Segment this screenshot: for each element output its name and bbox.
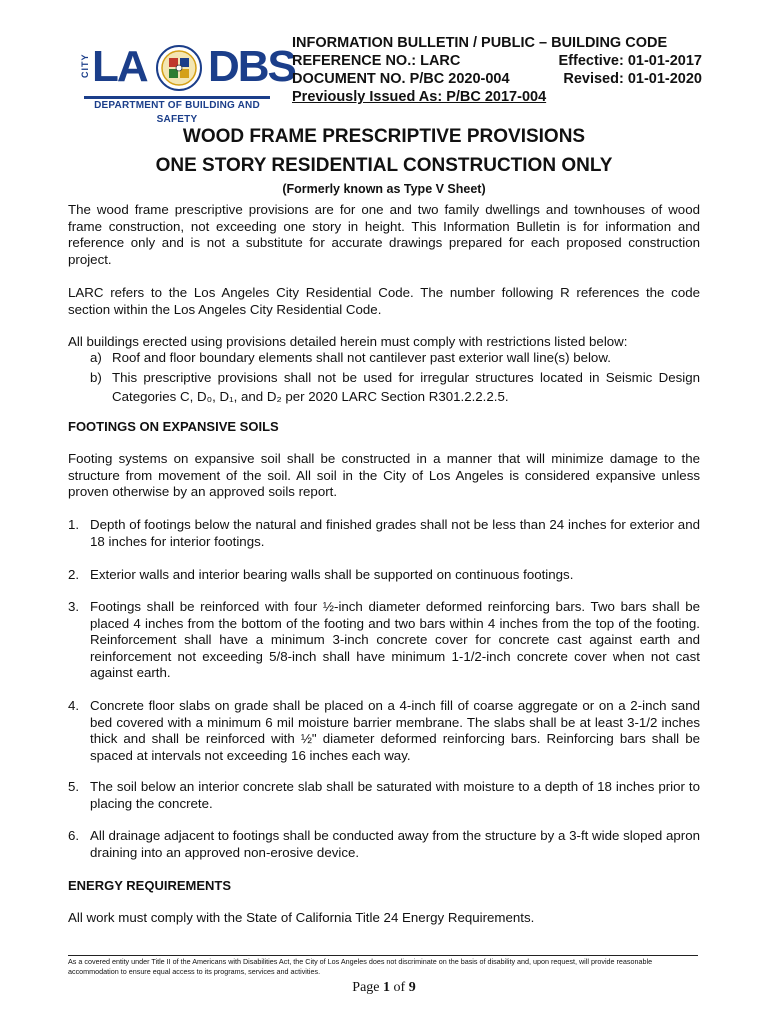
header-effective: Effective: 01-01-2017: [558, 53, 702, 69]
restriction-label: b): [90, 370, 102, 385]
logo-la-text: LA: [92, 42, 147, 91]
intro-paragraph-3: All buildings erected using provisions detailed herein must comply with restrictions listed below:: [68, 334, 628, 349]
page-subtitle: (Formerly known as Type V Sheet): [282, 182, 486, 196]
header-revised: Revised: 01-01-2020: [563, 71, 702, 87]
page-number: [0, 980, 768, 996]
logo-city-text: CITY: [80, 53, 90, 79]
footing-item-text: Footings shall be reinforced with four ½-inch diameter deformed reinforcing bars. Two bars shall be placed 4 inches from the bottom of the footing and two bars within 4 inches from the top of the footing. Reinforcement shall have a minimum 3-inch concrete cover for concrete cast against earth and reinforcement not exceeding 5/8-inch shall have minimum 1-1/2-inch concrete cover when not cast against earth.: [90, 599, 700, 680]
footing-item-text: The soil below an interior concrete slab shall be saturated with moisture to a depth of 18 inches prior to placing the concrete.: [90, 779, 700, 811]
energy-text: All work must comply with the State of California Title 24 Energy Requirements.: [68, 910, 535, 925]
page-title-line1: WOOD FRAME PRESCRIPTIVE PROVISIONS: [182, 126, 586, 147]
section-heading-energy: ENERGY REQUIREMENTS: [68, 878, 232, 893]
page-total: 9: [408, 980, 416, 995]
footing-item-number: 1.: [68, 517, 80, 532]
footing-item-number: 2.: [68, 567, 80, 582]
restriction-label: a): [90, 350, 102, 365]
header-document: DOCUMENT NO. P/BC 2020-004: [292, 71, 510, 87]
header-reference: REFERENCE NO.: LARC: [292, 53, 461, 69]
footing-item-number: 5.: [68, 779, 80, 794]
ladbs-logo: [80, 40, 295, 125]
restriction-text: This prescriptive provisions shall not be used for irregular structures located in Seismic Design Categories C, D₀, D₁, and D₂ per 2020 LARC Section R301.2.2.2.5.: [112, 370, 700, 404]
page-word: Page: [352, 980, 380, 995]
section-heading-footings: FOOTINGS ON EXPANSIVE SOILS: [68, 419, 279, 434]
restriction-text: Roof and floor boundary elements shall not cantilever past exterior wall line(s) below.: [112, 350, 611, 365]
intro-paragraph-1: The wood frame prescriptive provisions are for one and two family dwellings and townhouses of wood frame construction, not exceeding one story in height. This Information Bulletin is for information and reference only and is not a substitute for accurate drawings prepared for each proposed construction project.: [68, 202, 700, 267]
bulletin-header: [292, 34, 702, 106]
logo-dbs-text: DBS: [208, 42, 295, 91]
footing-item-number: 3.: [68, 599, 80, 614]
city-seal-icon: [154, 44, 204, 92]
page-current: 1: [383, 980, 391, 995]
page-title-line2: ONE STORY RESIDENTIAL CONSTRUCTION ONLY: [155, 155, 613, 176]
footing-item-number: 4.: [68, 698, 80, 713]
header-line1: INFORMATION BULLETIN / PUBLIC – BUILDING CODE: [292, 35, 668, 51]
intro-paragraph-2: LARC refers to the Los Angeles City Residential Code. The number following R references the code section within the Los Angeles City Residential Code.: [68, 285, 700, 317]
footing-item-text: Concrete floor slabs on grade shall be placed on a 4-inch fill of coarse aggregate or on a 2-inch sand bed covered with a minimum 6 mil moisture barrier membrane. The slabs shall be at least 3-1/2 inches thick and shall be reinforced with ½" diameter deformed reinforcing bars. Reinforcing bars shall be spaced at intervals not exceeding 16 inches each way.: [90, 698, 700, 763]
footing-item-text: All drainage adjacent to footings shall be conducted away from the structure by a 3-ft wide sloped apron draining into an approved non-erosive device.: [90, 828, 700, 860]
logo-department-text: DEPARTMENT OF BUILDING AND SAFETY: [84, 96, 270, 113]
ada-notice: As a covered entity under Title II of the Americans with Disabilities Act, the City of Los Angeles does not discriminate on the basis of disability and, upon request, will provide reasonable accommodation to ensure equal access to its programs, services and activities.: [68, 957, 653, 976]
header-previously-issued: Previously Issued As: P/BC 2017-004: [292, 89, 547, 105]
footing-item-text: Depth of footings below the natural and finished grades shall not be less than 24 inches for exterior and 18 inches for interior footings.: [90, 517, 700, 549]
footer-divider: [68, 955, 698, 956]
footings-intro: Footing systems on expansive soil shall be constructed in a manner that will minimize damage to the structure from movement of the soil. All soil in the City of Los Angeles is considered expansive unless proven otherwise by an approved soils report.: [68, 451, 700, 499]
footing-item-text: Exterior walls and interior bearing walls shall be supported on continuous footings.: [90, 567, 574, 582]
footing-item-number: 6.: [68, 828, 80, 843]
page-of: of: [393, 980, 406, 995]
